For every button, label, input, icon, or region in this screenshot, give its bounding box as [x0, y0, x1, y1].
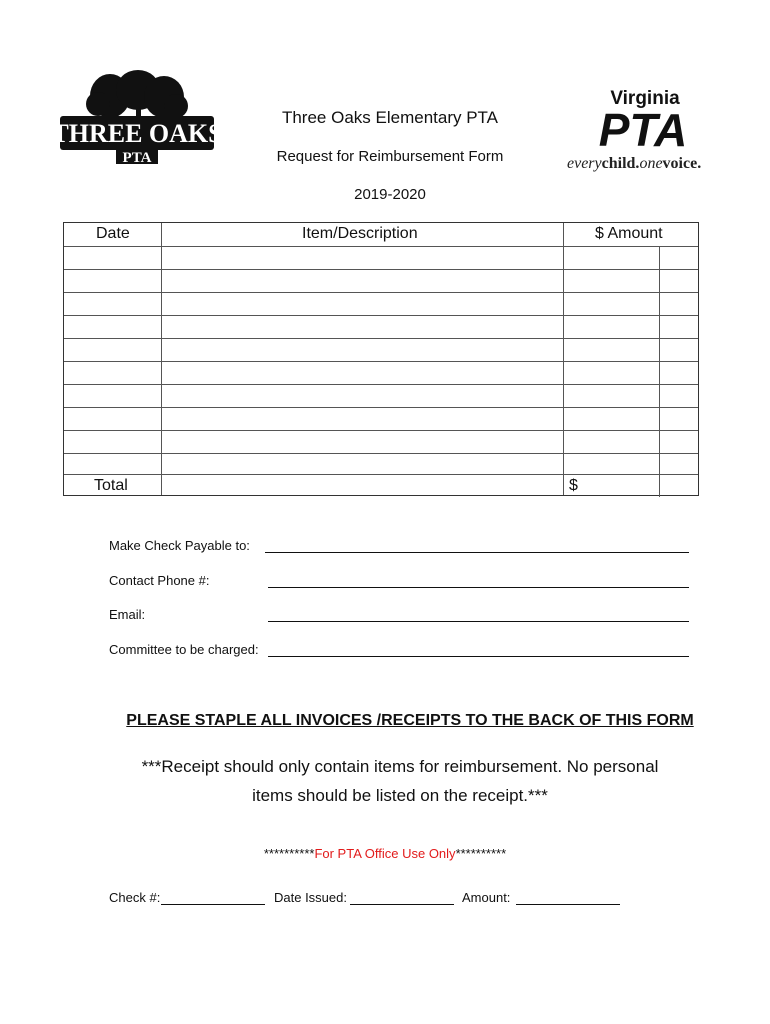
- date-issued-line[interactable]: [350, 904, 454, 905]
- logo-pta-big: PTA: [598, 104, 688, 156]
- cents-divider: [659, 473, 660, 497]
- phone-label: Contact Phone #:: [109, 573, 210, 588]
- col-divider: [161, 223, 162, 495]
- office-use-label: For PTA Office Use Only: [314, 846, 456, 861]
- logo-pta: PTA: [122, 150, 152, 166]
- check-label: Check #:: [109, 890, 161, 905]
- school-year: 2019-2020: [354, 186, 426, 203]
- receipt-note-line2: items should be listed on the receipt.***: [252, 786, 548, 805]
- logo-state: Virginia: [610, 88, 680, 109]
- three-oaks-logo: [58, 70, 216, 166]
- total-currency: $: [569, 477, 578, 494]
- amount-line[interactable]: [516, 904, 620, 905]
- receipt-note-line1: ***Receipt should only contain items for reimbursement. No personal: [141, 757, 659, 776]
- org-title: Three Oaks Elementary PTA: [281, 108, 499, 127]
- header-item: Item/Description: [302, 225, 418, 242]
- email-line[interactable]: [268, 621, 689, 622]
- oak-trees-icon: [58, 70, 216, 166]
- check-line[interactable]: [161, 904, 265, 905]
- payable-label: Make Check Payable to:: [109, 538, 250, 553]
- payable-line[interactable]: [265, 552, 689, 553]
- header-amount: $ Amount: [595, 225, 663, 242]
- phone-line[interactable]: [268, 587, 689, 588]
- total-label: Total: [94, 477, 128, 494]
- staple-notice: PLEASE STAPLE ALL INVOICES /RECEIPTS TO THE BACK OF THIS FORM: [126, 712, 694, 729]
- committee-label: Committee to be charged:: [109, 642, 259, 657]
- email-label: Email:: [109, 607, 146, 622]
- committee-line[interactable]: [268, 656, 689, 657]
- amount-label: Amount:: [462, 890, 511, 905]
- cents-divider: [659, 247, 660, 473]
- virginia-pta-logo: [565, 82, 725, 174]
- reimbursement-table: [63, 222, 699, 496]
- office-use-header: **********For PTA Office Use Only**********: [263, 846, 507, 861]
- logo-tagline: everychild.onevoice.: [567, 155, 702, 172]
- header-date: Date: [96, 225, 130, 242]
- date-issued-label: Date Issued:: [274, 890, 347, 905]
- receipt-note: [90, 752, 710, 810]
- logo-wordmark: THREE OAKS: [58, 119, 216, 148]
- col-divider: [563, 223, 564, 495]
- form-title: Request for Reimbursement Form: [276, 148, 504, 165]
